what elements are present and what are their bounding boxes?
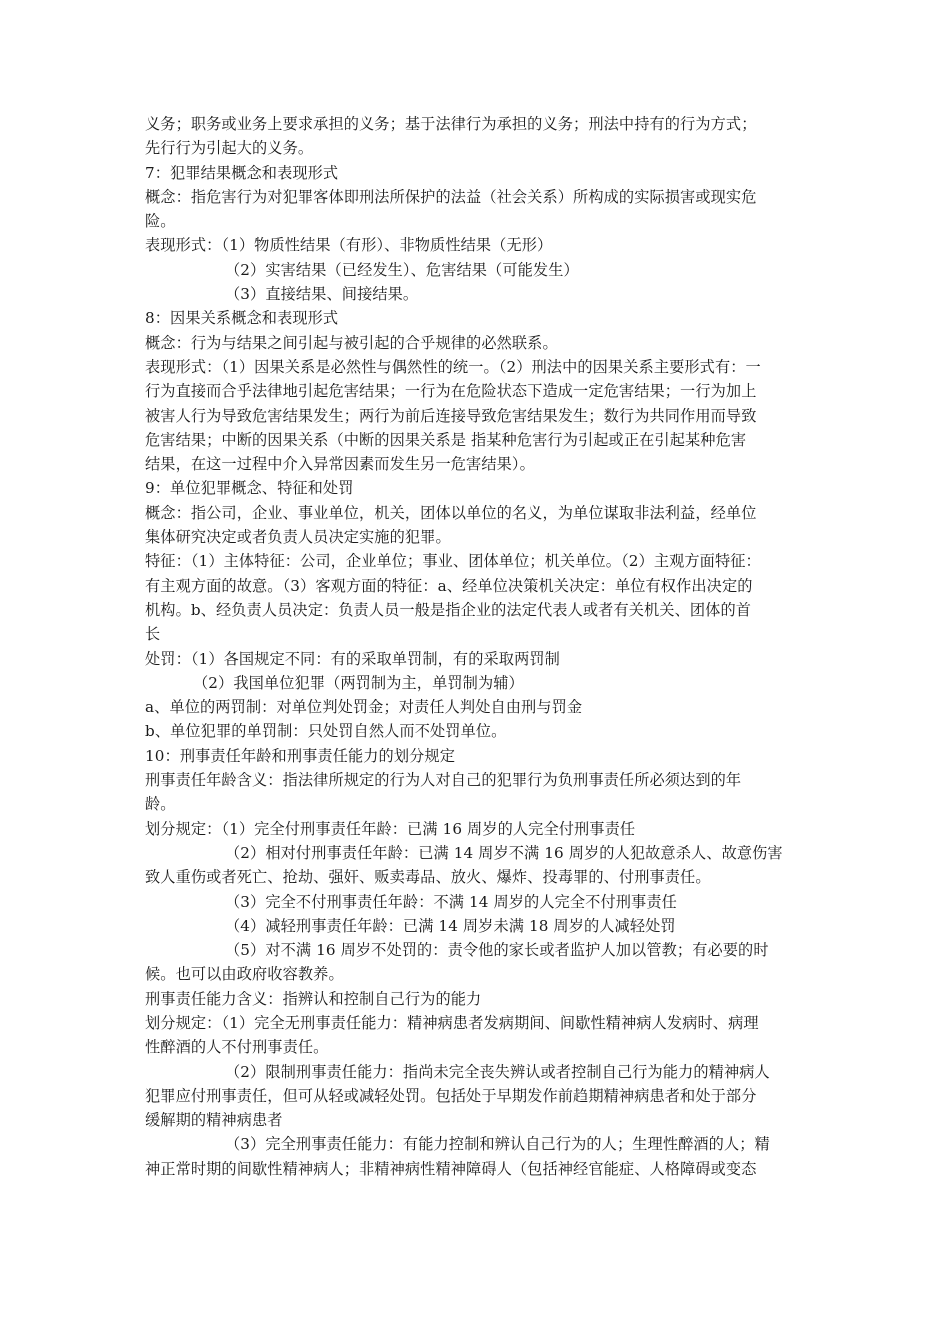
text-line: 致人重伤或者死亡、抢劫、强奸、贩卖毒品、放火、爆炸、投毒罪的、付刑事责任。 bbox=[145, 868, 711, 887]
text-line: 表现形式：（1）因果关系是必然性与偶然性的统一。（2）刑法中的因果关系主要形式有：一 bbox=[145, 357, 761, 376]
text-line: 机构。b、经负责人员决定：负责人员一般是指企业的法定代表人或者有关机关、团体的首 bbox=[145, 600, 752, 619]
text-line: （2）限制刑事责任能力：指尚未完全丧失辨认或者控制自己行为能力的精神病人 bbox=[225, 1062, 770, 1081]
text-line: 有主观方面的故意。（3）客观方面的特征：a、经单位决策机关决定：单位有权作出决定的 bbox=[145, 576, 753, 595]
text-line: 险。 bbox=[145, 212, 176, 231]
text-line: （3）直接结果、间接结果。 bbox=[225, 285, 419, 304]
text-line: 概念：指公司，企业、事业单位，机关，团体以单位的名义，为单位谋取非法利益，经单位 bbox=[145, 503, 757, 522]
text-line: 候。也可以由政府收容教养。 bbox=[145, 965, 344, 984]
text-line: 刑事责任年龄含义：指法律所规定的行为人对自己的犯罪行为负刑事责任所必须达到的年 bbox=[145, 771, 742, 790]
text-line: 先行行为引起大的义务。 bbox=[145, 139, 314, 158]
text-line: （2）实害结果（已经发生）、危害结果（可能发生） bbox=[225, 260, 579, 279]
text-line: 表现形式：（1）物质性结果（有形）、非物质性结果（无形） bbox=[145, 236, 553, 255]
text-line: 概念：行为与结果之间引起与被引起的合乎规律的必然联系。 bbox=[145, 333, 558, 352]
text-line: （2）我国单位犯罪（两罚制为主，单罚制为辅） bbox=[193, 673, 524, 692]
section-heading: 10：刑事责任年龄和刑事责任能力的划分规定 bbox=[145, 746, 455, 765]
text-line: 集体研究决定或者负责人员决定实施的犯罪。 bbox=[145, 528, 451, 547]
text-line: （3）完全不付刑事责任年龄：不满 14 周岁的人完全不付刑事责任 bbox=[225, 892, 677, 911]
text-line: （2）相对付刑事责任年龄：已满 14 周岁不满 16 周岁的人犯故意杀人、故意伤害 bbox=[225, 843, 783, 862]
text-line: a、单位的两罚制：对单位判处罚金；对责任人判处自由刑与罚金 bbox=[145, 698, 583, 717]
text-line: 龄。 bbox=[145, 795, 176, 814]
text-line: 义务；职务或业务上要求承担的义务；基于法律行为承担的义务；刑法中持有的行为方式； bbox=[145, 115, 757, 133]
text-line: 犯罪应付刑事责任，但可从轻或减轻处罚。包括处于早期发作前趋期精神病患者和处于部分 bbox=[145, 1086, 757, 1105]
text-line: （4）减轻刑事责任年龄：已满 14 周岁未满 18 周岁的人减轻处罚 bbox=[225, 916, 676, 935]
text-line: （5）对不满 16 周岁不处罚的：责令他的家长或者监护人加以管教；有必要的时 bbox=[225, 941, 769, 960]
text-line: 特征：（1）主体特征：公司，企业单位；事业、团体单位；机关单位。（2）主观方面特征： bbox=[145, 552, 761, 571]
text-line: 缓解期的精神病患者 bbox=[145, 1111, 283, 1130]
text-line: 划分规定：（1）完全无刑事责任能力：精神病患者发病期间、间歇性精神病人发病时、病理 bbox=[145, 1013, 759, 1032]
text-line: （3）完全刑事责任能力：有能力控制和辨认自己行为的人；生理性醉酒的人；精 bbox=[225, 1135, 770, 1154]
text-line: 神正常时期的间歇性精神病人；非精神病性精神障碍人（包括神经官能症、人格障碍或变态 bbox=[145, 1159, 757, 1178]
document-body bbox=[145, 112, 809, 1181]
text-line: 概念：指危害行为对犯罪客体即刑法所保护的法益（社会关系）所构成的实际损害或现实危 bbox=[145, 187, 757, 206]
text-line: 划分规定：（1）完全付刑事责任年龄：已满 16 周岁的人完全付刑事责任 bbox=[145, 819, 636, 838]
text-line: 行为直接而合乎法律地引起危害结果；一行为在危险状态下造成一定危害结果；一行为加上 bbox=[145, 382, 757, 401]
text-line: 刑事责任能力含义：指辨认和控制自己行为的能力 bbox=[145, 989, 482, 1008]
section-heading: 9：单位犯罪概念、特征和处罚 bbox=[145, 479, 354, 498]
text-line: 长 bbox=[145, 625, 161, 644]
section-heading: 8：因果关系概念和表现形式 bbox=[145, 309, 339, 328]
text-line: 危害结果；中断的因果关系（中断的因果关系是 指某种危害行为引起或正在引起某种危害 bbox=[145, 430, 747, 449]
text-line: b、单位犯罪的单罚制：只处罚自然人而不处罚单位。 bbox=[145, 722, 507, 741]
text-line: 被害人行为导致危害结果发生；两行为前后连接导致危害结果发生；数行为共同作用而导致 bbox=[145, 406, 757, 425]
text-line: 结果，在这一过程中介入异常因素而发生另一危害结果）。 bbox=[145, 455, 535, 474]
text-line: 处罚：（1）各国规定不同：有的采取单罚制，有的采取两罚制 bbox=[145, 649, 560, 668]
text-line: 性醉酒的人不付刑事责任。 bbox=[145, 1038, 329, 1057]
section-heading: 7：犯罪结果概念和表现形式 bbox=[145, 163, 339, 182]
